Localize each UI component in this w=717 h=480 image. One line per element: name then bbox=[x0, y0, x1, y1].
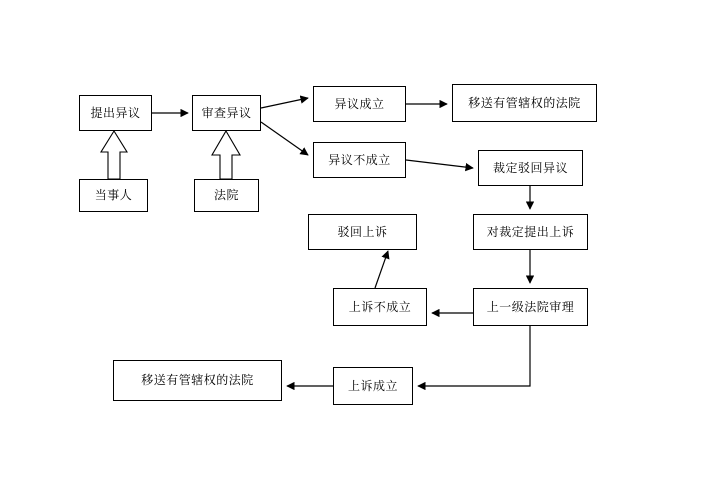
node-label: 上一级法院审理 bbox=[486, 299, 575, 314]
edge-superior-to-appeal-valid bbox=[418, 326, 530, 386]
node-label: 驳回上诉 bbox=[337, 224, 388, 239]
node-label: 异议不成立 bbox=[328, 152, 391, 167]
node-raise-objection[interactable] bbox=[79, 95, 152, 131]
node-objection-invalid[interactable] bbox=[313, 142, 406, 178]
node-label: 提出异议 bbox=[90, 105, 141, 120]
node-court[interactable] bbox=[194, 179, 259, 212]
node-appeal-ruling[interactable] bbox=[473, 214, 588, 250]
node-label: 审查异议 bbox=[201, 105, 252, 120]
node-party[interactable] bbox=[79, 179, 148, 212]
node-transfer-court-bottom[interactable] bbox=[113, 360, 282, 401]
edge-review-to-invalid bbox=[261, 122, 308, 155]
node-reject-appeal[interactable] bbox=[308, 214, 417, 250]
node-appeal-valid[interactable] bbox=[333, 367, 413, 405]
node-label: 对裁定提出上诉 bbox=[486, 224, 575, 239]
node-transfer-court-top[interactable] bbox=[452, 84, 597, 122]
edge-review-to-valid bbox=[261, 98, 308, 108]
node-label: 裁定驳回异议 bbox=[492, 160, 568, 175]
node-ruling-reject[interactable] bbox=[478, 150, 583, 186]
node-review-objection[interactable] bbox=[192, 95, 261, 131]
node-label: 当事人 bbox=[94, 188, 133, 203]
node-appeal-invalid[interactable] bbox=[333, 288, 427, 326]
edge-court-to-review bbox=[212, 131, 240, 179]
edge-party-to-raise bbox=[101, 131, 127, 179]
node-objection-valid[interactable] bbox=[313, 86, 406, 122]
node-label: 法院 bbox=[213, 188, 239, 203]
node-label: 移送有管辖权的法院 bbox=[141, 373, 254, 388]
node-label: 上诉不成立 bbox=[348, 299, 412, 314]
node-label: 上诉成立 bbox=[347, 378, 398, 393]
node-superior-court[interactable] bbox=[473, 288, 588, 326]
node-label: 异议成立 bbox=[334, 96, 385, 111]
edge-invalid-to-ruling bbox=[406, 160, 473, 168]
edge-appeal-invalid-to-reject bbox=[375, 251, 388, 288]
node-label: 移送有管辖权的法院 bbox=[468, 95, 581, 110]
